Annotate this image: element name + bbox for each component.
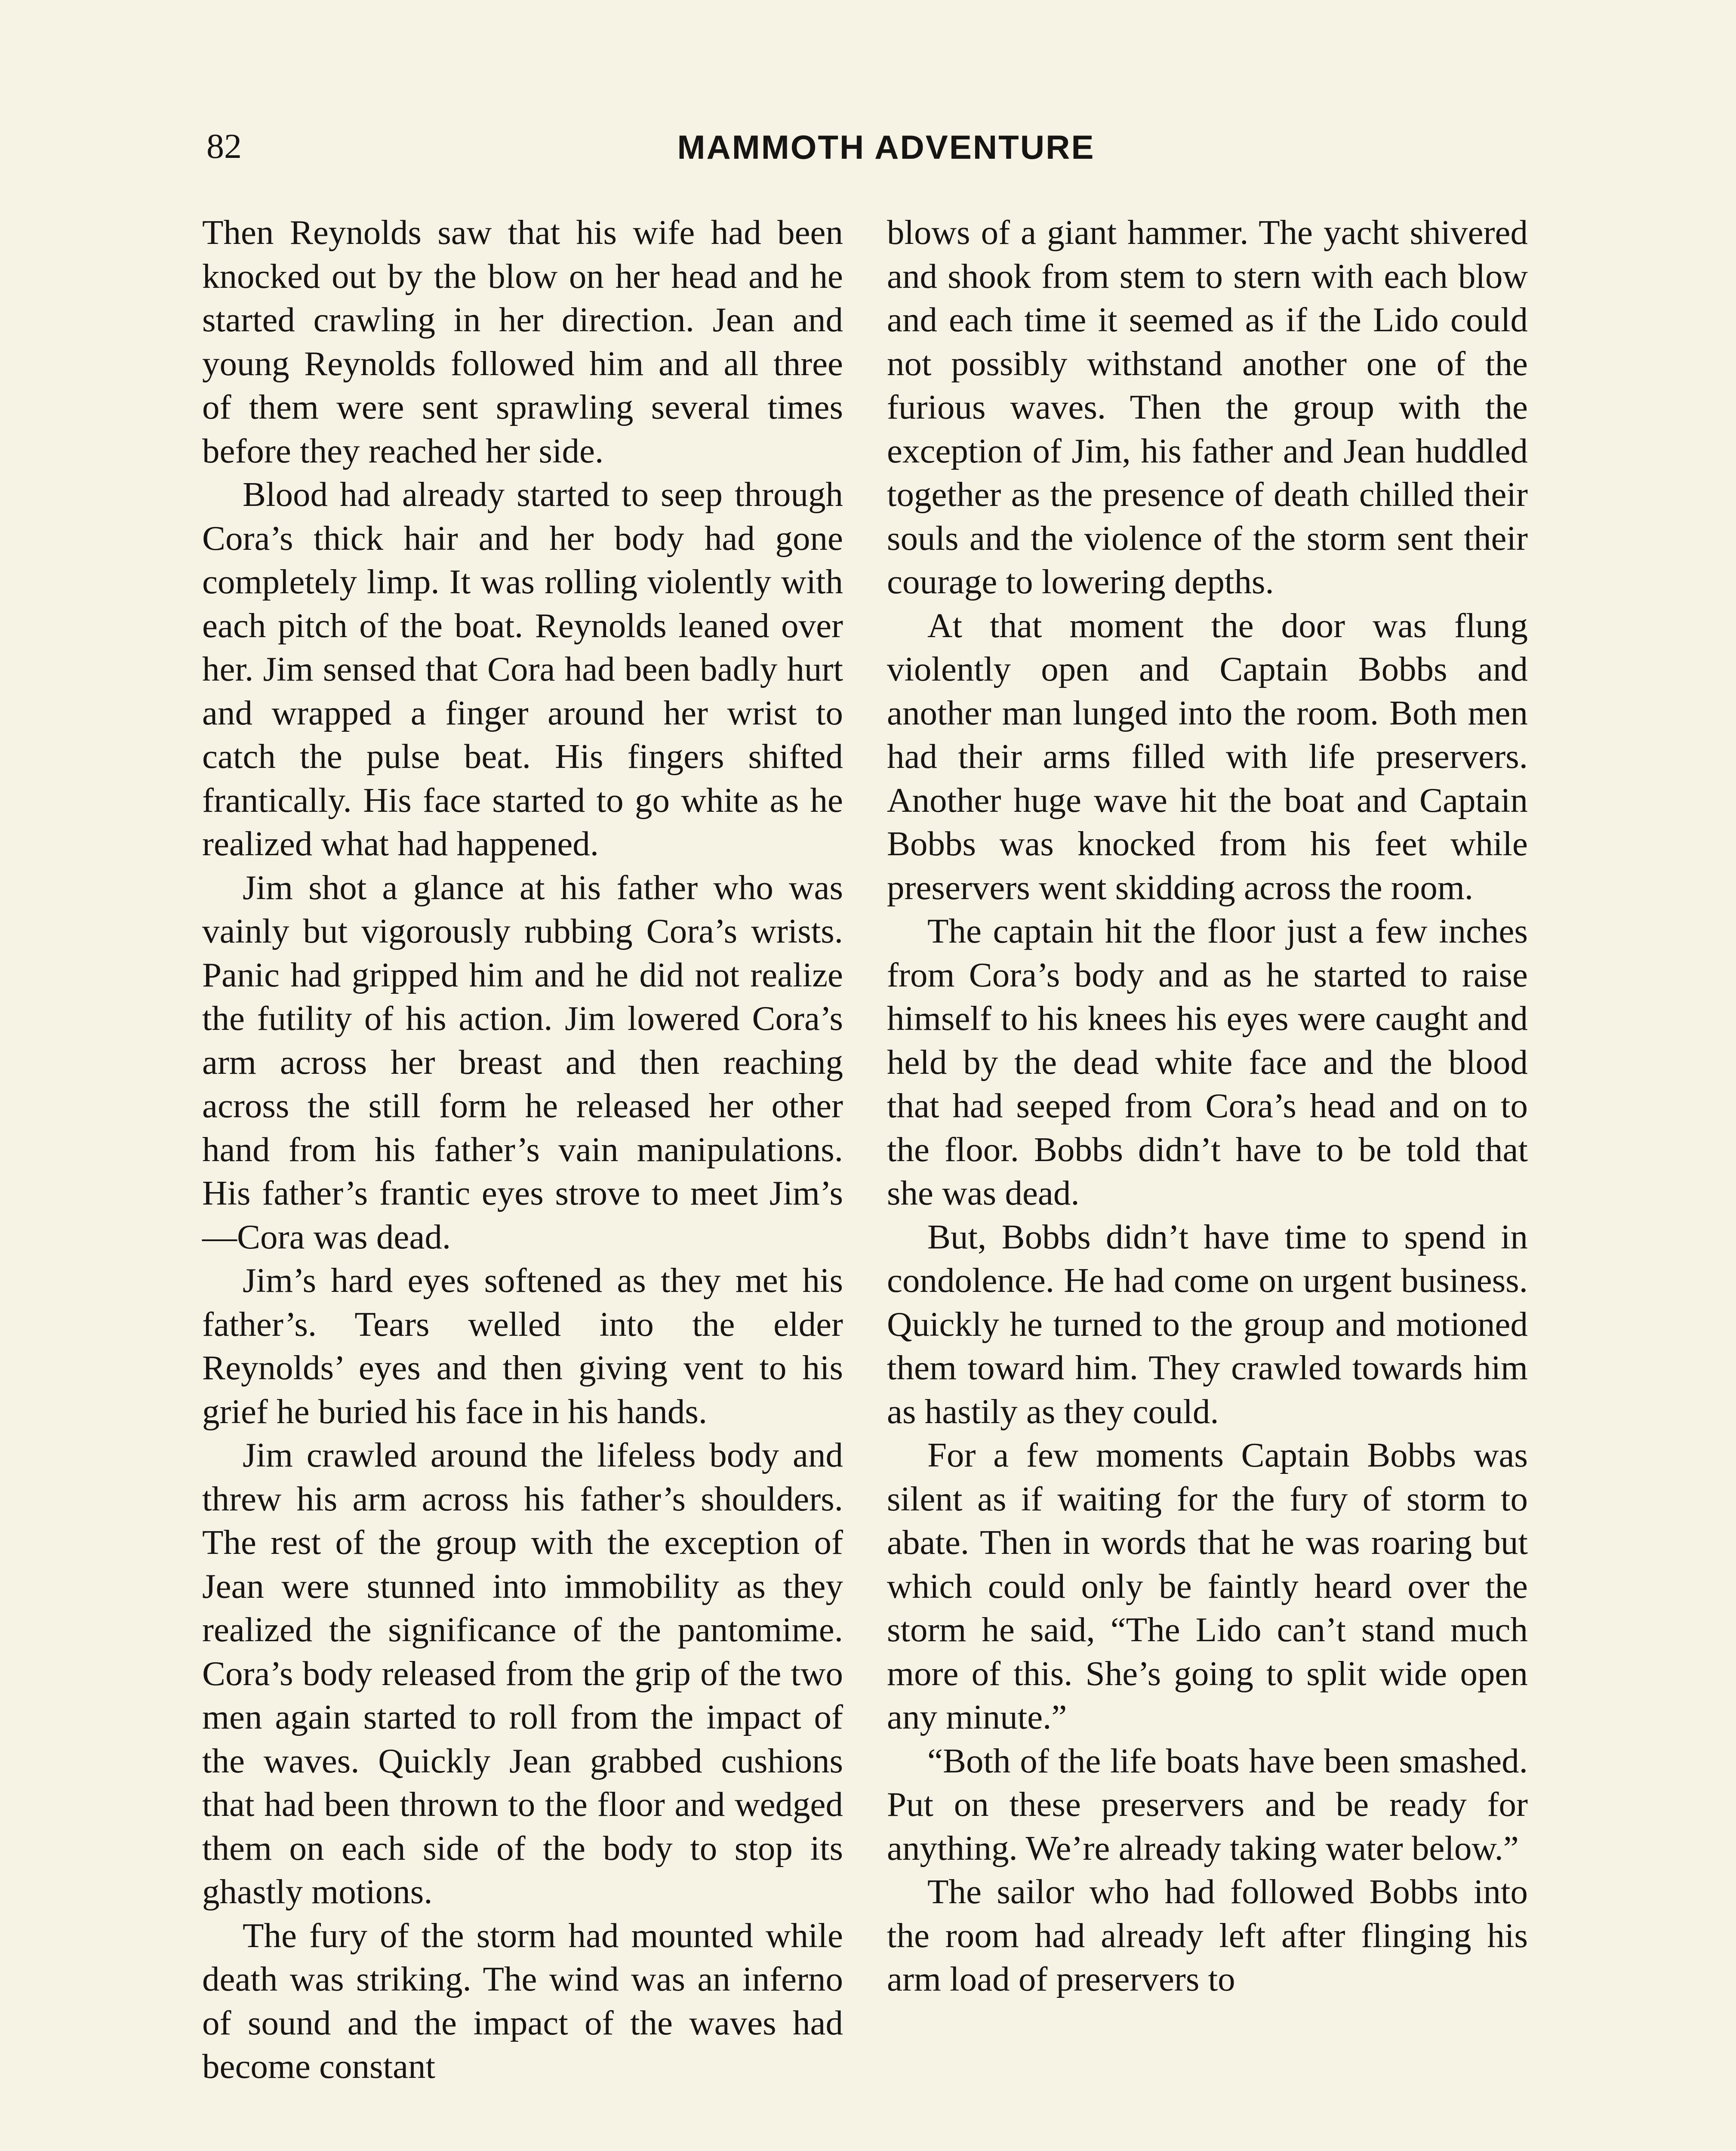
- paragraph: The fury of the storm had mounted while death was striking. The wind was an inferno of sound and the impact of the waves had become constant: [202, 1916, 843, 2086]
- paragraph: The sailor who had followed Bobbs into the room had already left after flinging his arm load of preservers to: [887, 1872, 1528, 1998]
- paragraph: But, Bobbs didn’t have time to spend in condolence. He had come on urgent business. Quickly he turned to the group and motioned them toward him. They crawled towards him as hastily as they could.: [887, 1217, 1528, 1431]
- paragraph: Jim crawled around the lifeless body and threw his arm across his father’s shoulders. The rest of the group with the exception of Jean were stunned into immobility as they realized the significance of the pantomime. Cora’s body released from the grip of the two men again started to roll from the impact of the waves. Quickly Jean grabbed cushions that had been thrown to the floor and wedged them on each side of the body to stop its ghastly motions.: [202, 1436, 843, 1911]
- paragraph: At that moment the door was flung violently open and Captain Bobbs and another man lunged into the room. Both men had their arms filled with life preservers. Another huge wave hit the boat and Captain Bobbs was knocked from his feet while preservers went skidding across the room.: [887, 606, 1528, 907]
- paragraph: The captain hit the floor just a few inches from Cora’s body and as he started to raise himself to his knees his eyes were caught and held by the dead white face and the blood that had seeped from Cora’s head and on to the floor. Bobbs didn’t have to be told that she was dead.: [887, 912, 1528, 1212]
- right-text-column: [887, 211, 1528, 2001]
- left-text-column: [202, 211, 843, 2089]
- paragraph: For a few moments Captain Bobbs was silent as if waiting for the fury of storm to abate. Then in words that he was roaring but which could only be faintly heard over the storm he said, “The Lido can’t stand much more of this. She’s going to split wide open any minute.”: [887, 1436, 1528, 1736]
- paragraph: Jim shot a glance at his father who was vainly but vigorously rubbing Cora’s wrists. Panic had gripped him and he did not realize the futility of his action. Jim lowered Cora’s arm across her breast and then reaching across the still form he released her other hand from his father’s vain manipulations. His father’s frantic eyes strove to meet Jim’s—Cora was dead.: [202, 868, 843, 1256]
- running-head-title: MAMMOTH ADVENTURE: [677, 128, 1095, 166]
- paragraph: Jim’s hard eyes softened as they met his father’s. Tears welled into the elder Reynolds’ eyes and then giving vent to his grief he buried his face in his hands.: [202, 1261, 843, 1431]
- paragraph: blows of a giant hammer. The yacht shivered and shook from stem to stern with each blow and each time it seemed as if the Lido could not possibly withstand another one of the furious waves. Then the group with the exception of Jim, his father and Jean huddled together as the presence of death chilled their souls and the violence of the storm sent their courage to lowering depths.: [887, 213, 1528, 601]
- paragraph: Blood had already started to seep through Cora’s thick hair and her body had gone completely limp. It was rolling violently with each pitch of the boat. Reynolds leaned over her. Jim sensed that Cora had been badly hurt and wrapped a finger around her wrist to catch the pulse beat. His fingers shifted frantically. His face started to go white as he realized what had happened.: [202, 475, 843, 863]
- paragraph: “Both of the life boats have been smashed. Put on these preservers and be ready for anything. We’re already taking water below.”: [887, 1741, 1528, 1867]
- page-number: 82: [206, 126, 242, 166]
- paragraph: Then Reynolds saw that his wife had been knocked out by the blow on her head and he started crawling in her direction. Jean and young Reynolds followed him and all three of them were sent sprawling several times before they reached her side.: [202, 213, 843, 470]
